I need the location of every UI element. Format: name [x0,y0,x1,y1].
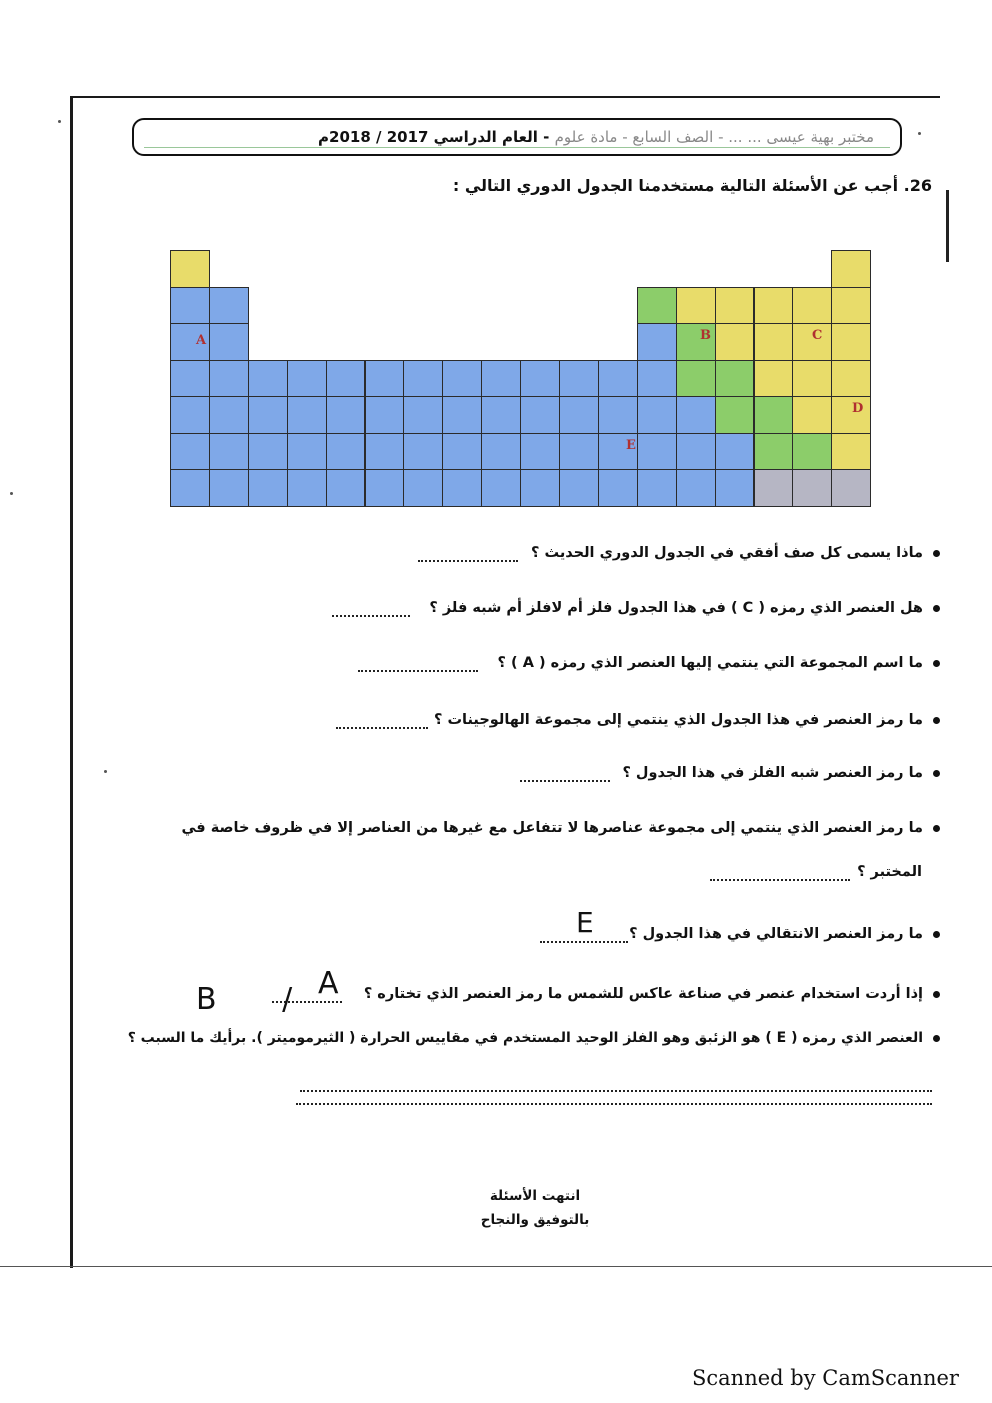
question-9 [128,1030,940,1046]
element-cell [170,360,210,398]
element-cell [442,469,482,507]
page-border-left [70,96,73,1268]
element-cell [170,250,210,288]
element-cell [715,287,755,325]
scanner-watermark: Scanned by CamScanner [692,1366,959,1390]
question-text: ما رمز العنصر الذي ينتمي إلى مجموعة عناصرها لا تتفاعل مع غيرها من العناصر إلا في ظروف خاصة في [181,820,923,836]
element-cell [559,433,599,471]
question-7 [629,926,940,942]
element-cell [831,433,871,471]
bullet-icon [933,1035,940,1042]
question-1 [531,545,940,561]
bullet-icon [933,605,940,612]
element-cell [754,360,794,398]
element-cell [754,433,794,471]
answer-field-7[interactable] [540,941,628,943]
answer-field-3[interactable] [358,670,478,672]
element-cell [326,396,366,434]
element-cell [520,360,560,398]
margin-mark [946,190,949,262]
element-cell [715,469,755,507]
element-cell [520,469,560,507]
handwritten-answer-7: E [576,906,594,939]
element-cell [715,360,755,398]
question-text: ما رمز العنصر شبه الفلز في هذا الجدول ؟ [622,765,923,781]
element-cell [365,433,405,471]
element-cell [287,433,327,471]
element-cell [365,469,405,507]
answer-field-5[interactable] [520,780,610,782]
element-cell [792,360,832,398]
question-text: ما اسم المجموعة التي ينتمي إليها العنصر الذي رمزه ( A ) ؟ [497,655,923,671]
question-6 [182,820,941,836]
element-cell [559,360,599,398]
element-cell [637,396,677,434]
element-cell [170,469,210,507]
handwritten-answer-8: A [318,966,339,1001]
answer-field-9a[interactable] [300,1090,932,1092]
element-cell [248,469,288,507]
closing-end: انتهت الأسئلة [489,1188,581,1204]
element-cell [831,250,871,288]
bullet-icon [933,717,940,724]
element-cell [209,469,249,507]
element-cell [326,433,366,471]
element-cell [676,469,716,507]
question-text: إذا أردت استخدام عنصر في صناعة عاكس للشمس ما رمز العنصر الذي تختاره ؟ [363,986,923,1002]
header-underline [144,147,890,148]
bullet-icon [933,660,940,667]
element-label-e: E [626,438,636,453]
element-cell [403,396,443,434]
scan-speck [104,770,107,773]
element-cell [248,396,288,434]
scan-speck [58,120,61,123]
element-cell [831,287,871,325]
element-cell [170,287,210,325]
element-cell [442,360,482,398]
element-cell [715,396,755,434]
bullet-icon [933,825,940,832]
question-4 [434,712,940,728]
element-cell [559,396,599,434]
element-cell [248,433,288,471]
element-cell [754,323,794,361]
page-border-top [70,96,940,98]
element-cell [287,469,327,507]
element-cell [598,469,638,507]
element-cell [754,396,794,434]
element-label-b: B [700,328,711,343]
element-cell [248,360,288,398]
question-text: العنصر الذي رمزه ( E ) هو الزئبق وهو الفلز الوحيد المستخدم في مقاييس الحرارة ( الثيرموميتر ). برأيك ما السبب ؟ [127,1030,923,1046]
element-cell [209,433,249,471]
bullet-icon [933,770,940,777]
element-label-c: C [812,328,823,343]
element-cell [792,396,832,434]
bullet-icon [933,991,940,998]
question-3 [498,655,940,671]
element-cell [403,433,443,471]
element-cell [326,360,366,398]
element-cell [170,396,210,434]
element-cell [715,433,755,471]
element-cell [287,396,327,434]
element-cell [365,360,405,398]
element-cell [481,360,521,398]
element-cell [365,396,405,434]
question-6-continuation [857,864,922,880]
element-cell [481,396,521,434]
element-cell [754,287,794,325]
element-cell [831,469,871,507]
header-school-subject: مختبر بهية عيسى ... ... - الصف السابع - مادة علوم [554,128,874,146]
answer-field-2[interactable] [332,615,410,617]
element-cell [598,396,638,434]
element-cell [442,396,482,434]
element-cell [676,287,716,325]
element-cell [481,433,521,471]
question-text: ماذا يسمى كل صف أفقي في الجدول الدوري الحديث ؟ [531,545,923,561]
element-cell [403,360,443,398]
element-cell [520,433,560,471]
question-8 [364,986,940,1002]
answer-field-4[interactable] [336,727,428,729]
question-text: ما رمز العنصر الانتقالي في هذا الجدول ؟ [629,926,923,942]
element-cell [676,433,716,471]
element-cell [442,433,482,471]
element-cell [598,360,638,398]
element-cell [637,360,677,398]
scan-speck [918,132,921,135]
exam-header [132,118,902,156]
closing-wishes: بالتوفيق والنجاح [480,1212,590,1228]
element-cell [676,360,716,398]
answer-field-6[interactable] [710,879,850,881]
element-cell [754,469,794,507]
handwritten-note-8: B / [196,982,321,1017]
question-text: ما رمز العنصر في هذا الجدول الذي ينتمي إلى مجموعة الهالوجينات ؟ [434,712,923,728]
periodic-table [170,250,880,510]
answer-field-9b[interactable] [296,1103,932,1105]
question-5 [622,765,940,781]
element-cell [637,323,677,361]
question-instruction: 26. أجب عن الأسئلة التالية مستخدمنا الجدول الدوري التالي : [452,176,932,195]
element-cell [715,323,755,361]
element-cell [170,433,210,471]
element-cell [326,469,366,507]
answer-field-1[interactable] [418,560,518,562]
bullet-icon [933,931,940,938]
element-cell [676,396,716,434]
page-bottom-edge [0,1266,992,1267]
element-cell [481,469,521,507]
element-cell [792,469,832,507]
element-cell [637,287,677,325]
element-cell [209,360,249,398]
element-cell [792,287,832,325]
scan-speck [10,492,13,495]
element-cell [831,360,871,398]
element-cell [209,396,249,434]
element-cell [403,469,443,507]
bullet-icon [933,550,940,557]
element-cell [637,469,677,507]
element-cell [287,360,327,398]
question-text: المختبر ؟ [857,864,922,880]
question-2 [429,600,940,616]
element-cell [209,323,249,361]
element-label-d: D [852,401,864,416]
element-label-a: A [196,333,207,348]
element-cell [792,433,832,471]
element-cell [209,287,249,325]
question-text: هل العنصر الذي رمزه ( C ) في هذا الجدول فلز أم لافلز أم شبه فلز ؟ [429,600,923,616]
element-cell [831,323,871,361]
header-year: - العام الدراسي 2017 / 2018م [318,128,550,146]
element-cell [637,433,677,471]
element-cell [520,396,560,434]
element-cell [559,469,599,507]
